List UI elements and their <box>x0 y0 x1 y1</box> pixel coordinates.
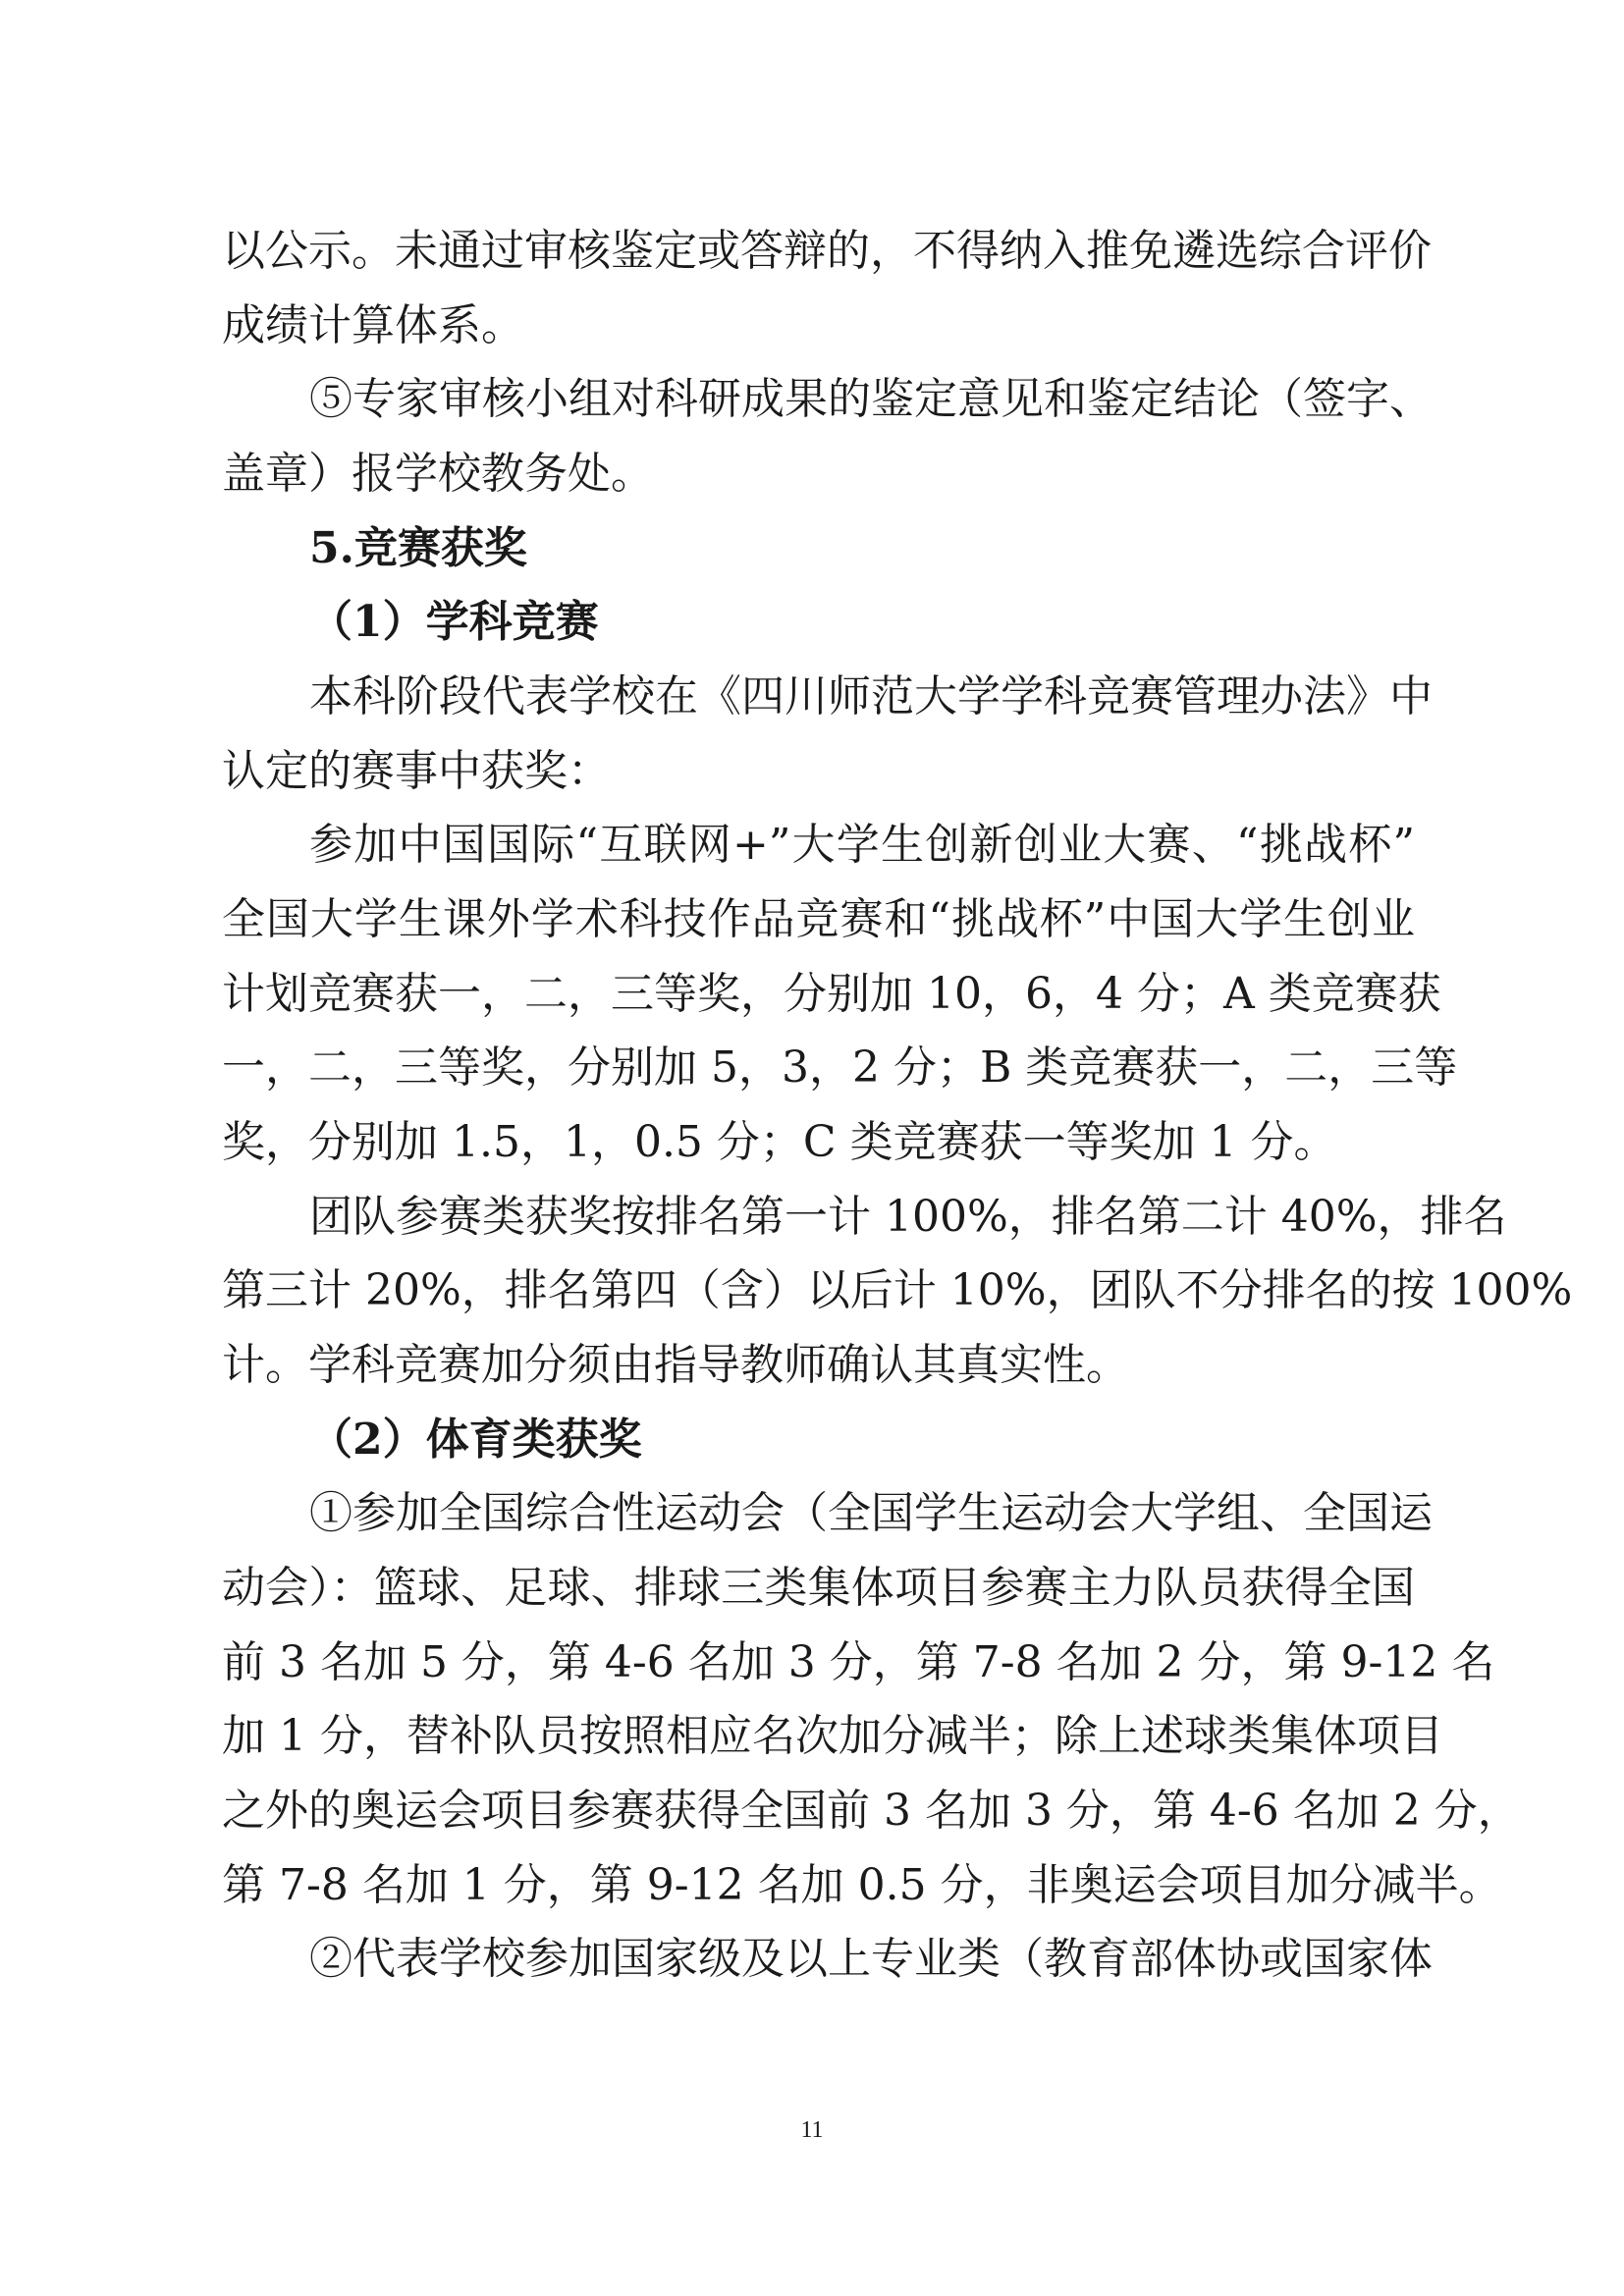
text-line-1: 以公示。未通过审核鉴定或答辩的，不得纳入推免遴选综合评价 <box>222 226 1432 276</box>
text-line-11: 计划竞赛获一，二，三等奖，分别加 10，6，4 分；A 类竞赛获 <box>222 969 1441 1019</box>
text-line-12: 一，二，三等奖，分别加 5，3，2 分；B 类竞赛获一，二，三等 <box>222 1042 1458 1093</box>
text-line-23: 第 7-8 名加 1 分，第 9-12 名加 0.5 分，非奥运会项目加分减半。 <box>222 1860 1502 1910</box>
page-number: 11 <box>800 2117 824 2143</box>
text-line-2: 成绩计算体系。 <box>222 300 524 350</box>
subsection-heading-sports-awards: （2）体育类获奖 <box>309 1415 642 1465</box>
text-line-21: 加 1 分，替补队员按照相应名次加分减半；除上述球类集体项目 <box>222 1711 1443 1761</box>
section-heading-competition-awards: 5.竞赛获奖 <box>309 523 527 573</box>
text-line-15: 第三计 20%，排名第四（含）以后计 10%，团队不分排名的按 100% <box>222 1265 1573 1315</box>
text-line-7: 本科阶段代表学校在《四川师范大学学科竞赛管理办法》中 <box>309 671 1433 721</box>
text-line-20: 前 3 名加 5 分，第 4-6 名加 3 分，第 7-8 名加 2 分，第 9-12 名 <box>222 1637 1495 1687</box>
text-line-13: 奖，分别加 1.5，1，0.5 分；C 类竞赛获一等奖加 1 分。 <box>222 1117 1337 1167</box>
text-line-14: 团队参赛类获奖按排名第一计 100%，排名第二计 40%，排名 <box>309 1192 1507 1242</box>
text-line-9: 参加中国国际“互联网+”大学生创新创业大赛、“挑战杯” <box>309 820 1415 870</box>
subsection-heading-subject-competition: （1）学科竞赛 <box>309 597 599 647</box>
text-line-24: ②代表学校参加国家级及以上专业类（教育部体协或国家体 <box>309 1934 1433 1984</box>
text-line-16: 计。学科竞赛加分须由指导教师确认其真实性。 <box>222 1340 1129 1390</box>
text-line-18: ①参加全国综合性运动会（全国学生运动会大学组、全国运 <box>309 1488 1433 1538</box>
text-line-19: 动会）：篮球、足球、排球三类集体项目参赛主力队员获得全国 <box>222 1563 1415 1613</box>
text-line-8: 认定的赛事中获奖： <box>222 746 611 796</box>
text-line-22: 之外的奥运会项目参赛获得全国前 3 名加 3 分，第 4-6 名加 2 分， <box>222 1786 1521 1836</box>
text-line-10: 全国大学生课外学术科技作品竞赛和“挑战杯”中国大学生创业 <box>222 894 1415 944</box>
text-line-3: ⑤专家审核小组对科研成果的鉴定意见和鉴定结论（签字、 <box>309 374 1433 424</box>
text-line-4: 盖章）报学校教务处。 <box>222 449 654 499</box>
